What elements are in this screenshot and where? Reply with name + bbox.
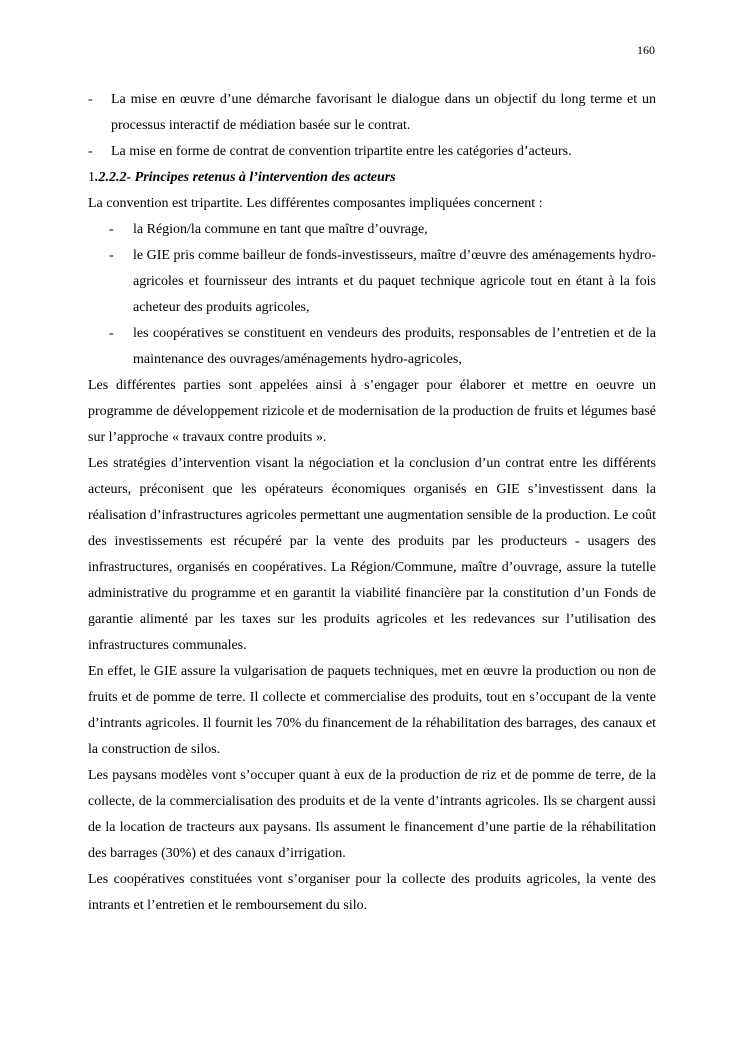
document-body <box>88 87 656 919</box>
list-item-text: La mise en forme de contrat de convention tripartite entre les catégories d’acteurs. <box>111 144 572 159</box>
list-item-text: les coopératives se constituent en vendeurs des produits, responsables de l’entretien et de la maintenance des ouvrages/aménagements hydro-agricoles, <box>133 326 656 367</box>
list-dash: - <box>88 92 93 107</box>
list-dash: - <box>109 248 114 263</box>
paragraph: Les différentes parties sont appelées ainsi à s’engager pour élaborer et mettre en oeuvre un programme de développement rizicole et de modernisation de la production de fruits et légumes basé sur l’approche « travaux contre produits ». <box>88 378 656 445</box>
page-number: 160 <box>637 43 655 57</box>
list-item <box>88 139 656 165</box>
section-title: Principes retenus à l’intervention des acteurs <box>134 170 396 185</box>
list-item <box>88 87 656 139</box>
list-item <box>109 217 656 243</box>
list-item-text: le GIE pris comme bailleur de fonds-investisseurs, maître d’œuvre des aménagements hydro-agricoles et fournisseur des intrants et du paquet technique agricole tout en étant à la fois acheteur des produits agricoles, <box>133 248 656 315</box>
paragraph: Les paysans modèles vont s’occuper quant à eux de la production de riz et de pomme de terre, de la collecte, de la commercialisation des produits et de la vente d’intrants agricoles. Ils se chargent aussi de la location de tracteurs aux paysans. Ils assument le financement d’une partie de la réhabilitation des barrages (30%) et des canaux d’irrigation. <box>88 768 656 861</box>
intro-paragraph: La convention est tripartite. Les différentes composantes impliquées concernent : <box>88 196 543 211</box>
paragraph: Les coopératives constituées vont s’organiser pour la collecte des produits agricoles, la vente des intrants et l’entretien et le remboursement du silo. <box>88 872 656 913</box>
list-dash: - <box>109 326 114 341</box>
actors-list <box>88 217 656 373</box>
list-dash: - <box>88 144 93 159</box>
opening-list <box>88 87 656 165</box>
list-item-text: la Région/la commune en tant que maître d’ouvrage, <box>133 222 428 237</box>
list-item <box>109 243 656 321</box>
list-dash: - <box>109 222 114 237</box>
list-item-text: La mise en œuvre d’une démarche favorisant le dialogue dans un objectif du long terme et un processus interactif de médiation basée sur le contrat. <box>111 92 656 133</box>
section-heading <box>88 165 656 191</box>
list-item <box>109 321 656 373</box>
section-number-lead: 1 <box>88 170 95 185</box>
paragraph: En effet, le GIE assure la vulgarisation de paquets techniques, met en œuvre la production ou non de fruits et de pomme de terre. Il collecte et commercialise des produits, tout en s’occupant de la vente d’intrants agricoles. Il fournit les 70% du financement de la réhabilitation des barrages, des canaux et la construction de silos. <box>88 664 656 757</box>
paragraph: Les stratégies d’intervention visant la négociation et la conclusion d’un contrat entre les différents acteurs, préconisent que les opérateurs économiques organisés en GIE s’investissent dans la réalisation d’infrastructures agricoles permettant une augmentation sensible de la production. Le coût des investissements est récupéré par la vente des produits par les producteurs - usagers des infrastructures, organisés en coopératives. La Région/Commune, maître d’ouvrage, assure la tutelle administrative du programme et en garantit la viabilité financière par la constitution d’un Fonds de garantie alimenté par les taxes sur les produits agricoles et les redevances sur l’utilisation des infrastructures communales. <box>88 456 656 653</box>
section-number: .2.2.2- <box>95 170 132 185</box>
